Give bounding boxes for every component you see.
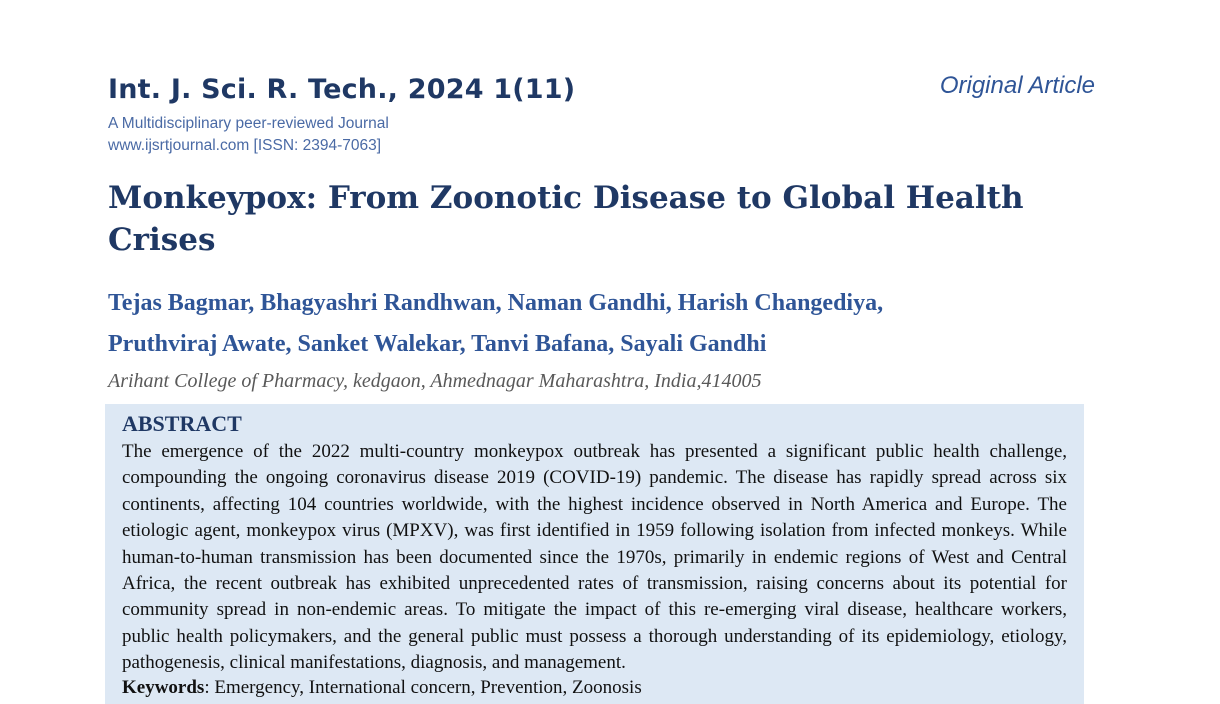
- keywords: [122, 677, 1067, 699]
- journal-tagline: A Multidisciplinary peer-reviewed Journal: [108, 115, 389, 132]
- article-type: Original Article: [939, 72, 1095, 99]
- abstract-text: The emergence of the 2022 multi-country monkeypox outbreak has presented a significant public health challenge, compounding the ongoing coronavirus disease 2019 (COVID-19) pandemic. The disease has rapidly spread across six continents, affecting 104 countries worldwide, with the highest incidence observed in North America and Europe. The etiologic agent, monkeypox virus (MPXV), was first identified in 1959 following isolation from infected monkeys. While human-to-human transmission has been documented since the 1970s, primarily in endemic regions of West and Central Africa, the recent outbreak has exhibited unprecedented rates of transmission, raising concerns about its potential for community spread in non-endemic areas. To mitigate the impact of this re-emerging viral disease, healthcare workers, public health policymakers, and the general public must possess a thorough understanding of its epidemiology, etiology, pathogenesis, clinical manifestations, diagnosis, and management.: [122, 441, 1067, 674]
- affiliation: Arihant College of Pharmacy, kedgaon, Ahmednagar Maharashtra, India,414005: [108, 370, 762, 392]
- keywords-label: Keywords: [122, 677, 205, 698]
- authors-line-2: Pruthviraj Awate, Sanket Walekar, Tanvi Bafana, Sayali Gandhi: [108, 331, 767, 357]
- journal-subheader: [108, 113, 389, 157]
- journal-title: Int. J. Sci. R. Tech., 2024 1(11): [108, 74, 576, 105]
- paper-title: Monkeypox: From Zoonotic Disease to Global Health Crises: [108, 180, 1024, 258]
- authors: [108, 283, 1108, 365]
- journal-url-issn: www.ijsrtjournal.com [ISSN: 2394-7063]: [108, 137, 382, 154]
- abstract-heading: ABSTRACT: [122, 411, 242, 436]
- keywords-text: : Emergency, International concern, Prevention, Zoonosis: [204, 677, 642, 698]
- authors-line-1: Tejas Bagmar, Bhagyashri Randhwan, Naman Gandhi, Harish Changediya,: [108, 290, 884, 316]
- abstract-box: [105, 404, 1084, 704]
